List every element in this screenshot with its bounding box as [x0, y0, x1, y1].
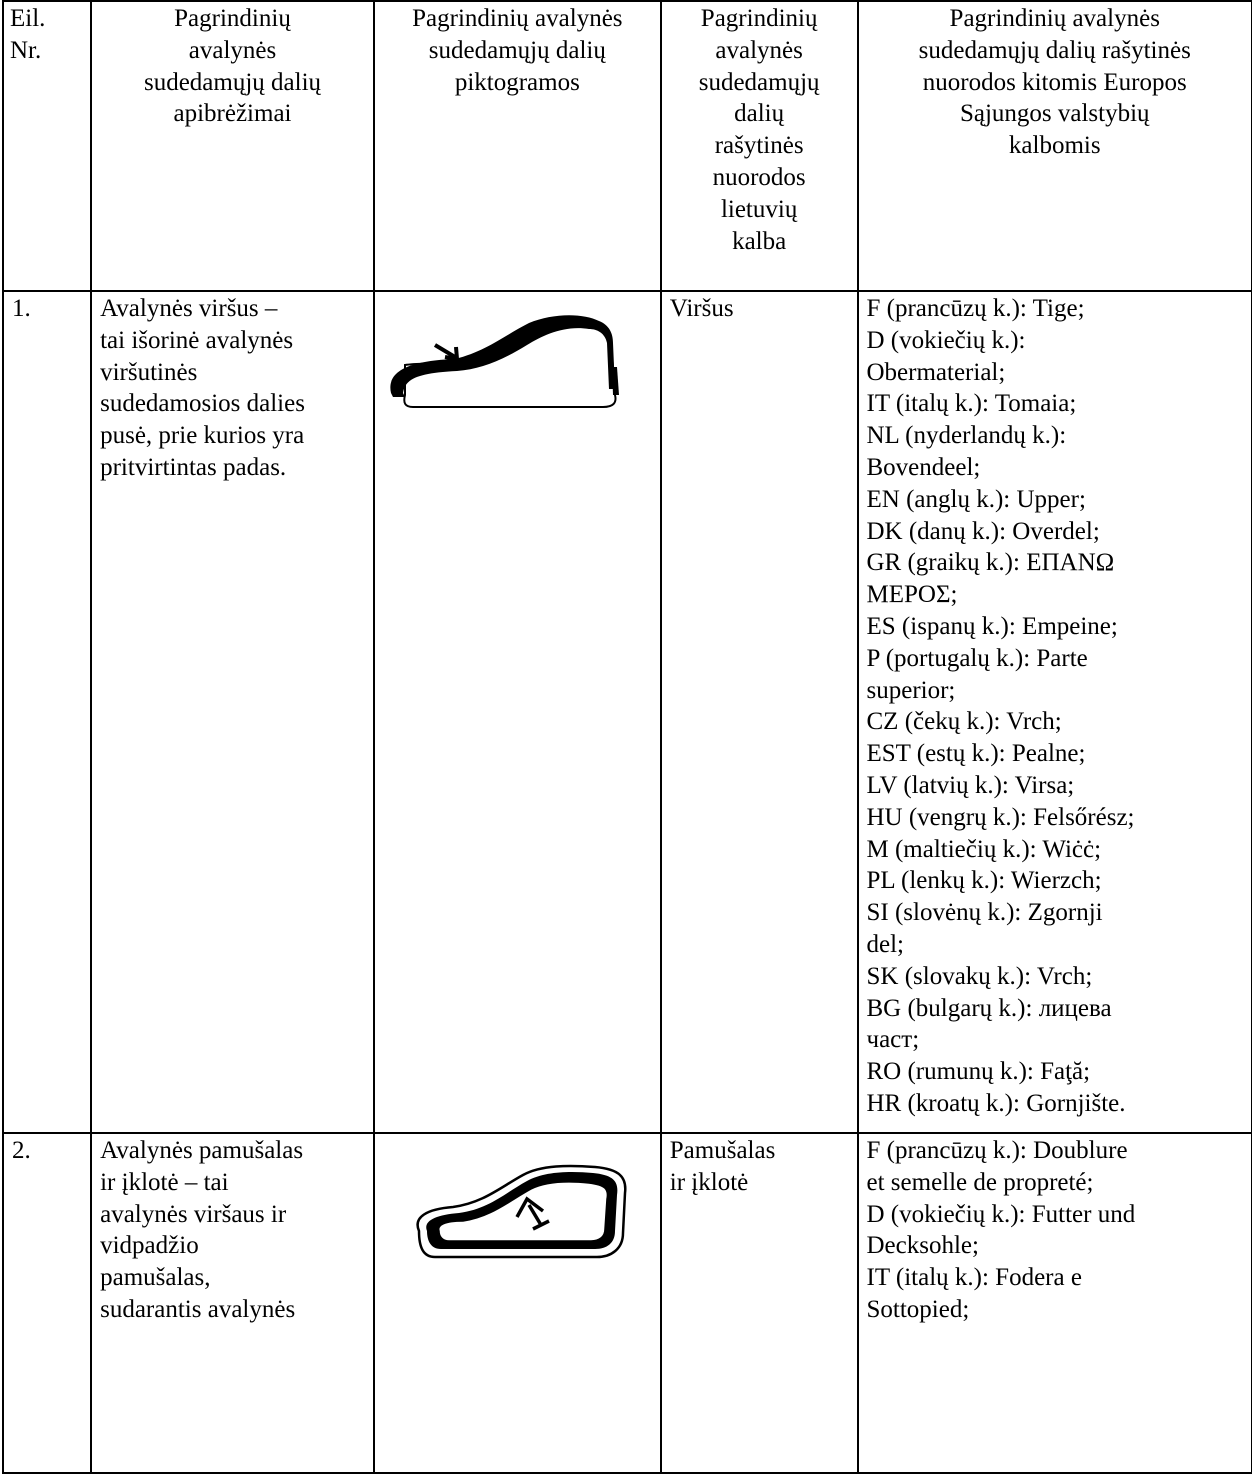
row-nr: 2. — [3, 1133, 91, 1473]
header-lithuanian: Pagrindinių avalynės sudedamųjų dalių rašytinės nuorodos lietuvių kalba — [661, 1, 858, 291]
header-nr: Eil. Nr. — [3, 1, 91, 291]
header-definitions: Pagrindinių avalynės sudedamųjų dalių apibrėžimai — [91, 1, 374, 291]
row-other-languages: F (prancūzų k.): Tige; D (vokiečių k.): Obermaterial; IT (italų k.): Tomaia; NL (nyderlandų k.): Bovendeel; EN (anglų k.): Upper; DK (danų k.): Overdel; GR (graikų k.): ΕΠΑΝΩ ΜΕΡΟΣ; ES (ispanų k.): Empeine; P (portugalų k.): Parte superior; CZ (čekų k.): Vrch; EST (estų k.): Pealne; LV (latvių k.): Virsa; HU (vengrų k.): Felsőrész; M (maltiečių k.): Wiċċ; PL (lenkų k.): Wierzch; SI (slovėnų k.): Zgornji del; SK (slovakų k.): Vrch; BG (bulgarų k.): лицева част; RO (rumunų k.): Faţă; HR (kroatų k.): Gornjište. — [858, 291, 1252, 1133]
row-other-languages: F (prancūzų k.): Doublure et semelle de propreté; D (vokiečių k.): Futter und Decksohle; IT (italų k.): Fodera e Sottopied; — [858, 1133, 1252, 1473]
shoe-lining-pictogram-icon — [383, 1159, 653, 1269]
shoe-upper-pictogram-icon — [383, 309, 653, 419]
row-pictogram — [374, 291, 661, 1133]
row-lithuanian: Viršus — [661, 291, 858, 1133]
table-row — [3, 291, 1252, 1133]
row-definition: Avalynės viršus – tai išorinė avalynės viršutinės sudedamosios dalies pusė, prie kurios yra pritvirtintas padas. — [91, 291, 374, 1133]
header-pictograms: Pagrindinių avalynės sudedamųjų dalių piktogramos — [374, 1, 661, 291]
row-lithuanian: Pamušalas ir įklotė — [661, 1133, 858, 1473]
header-other-languages: Pagrindinių avalynės sudedamųjų dalių rašytinės nuorodos kitomis Europos Sąjungos valstybių kalbomis — [858, 1, 1252, 291]
row-nr: 1. — [3, 291, 91, 1133]
row-definition: Avalynės pamušalas ir įklotė – tai avalynės viršaus ir vidpadžio pamušalas, sudarantis avalynės — [91, 1133, 374, 1473]
table-row — [3, 1133, 1252, 1473]
footwear-components-table — [2, 0, 1252, 1474]
row-pictogram — [374, 1133, 661, 1473]
table-header-row — [3, 1, 1252, 291]
